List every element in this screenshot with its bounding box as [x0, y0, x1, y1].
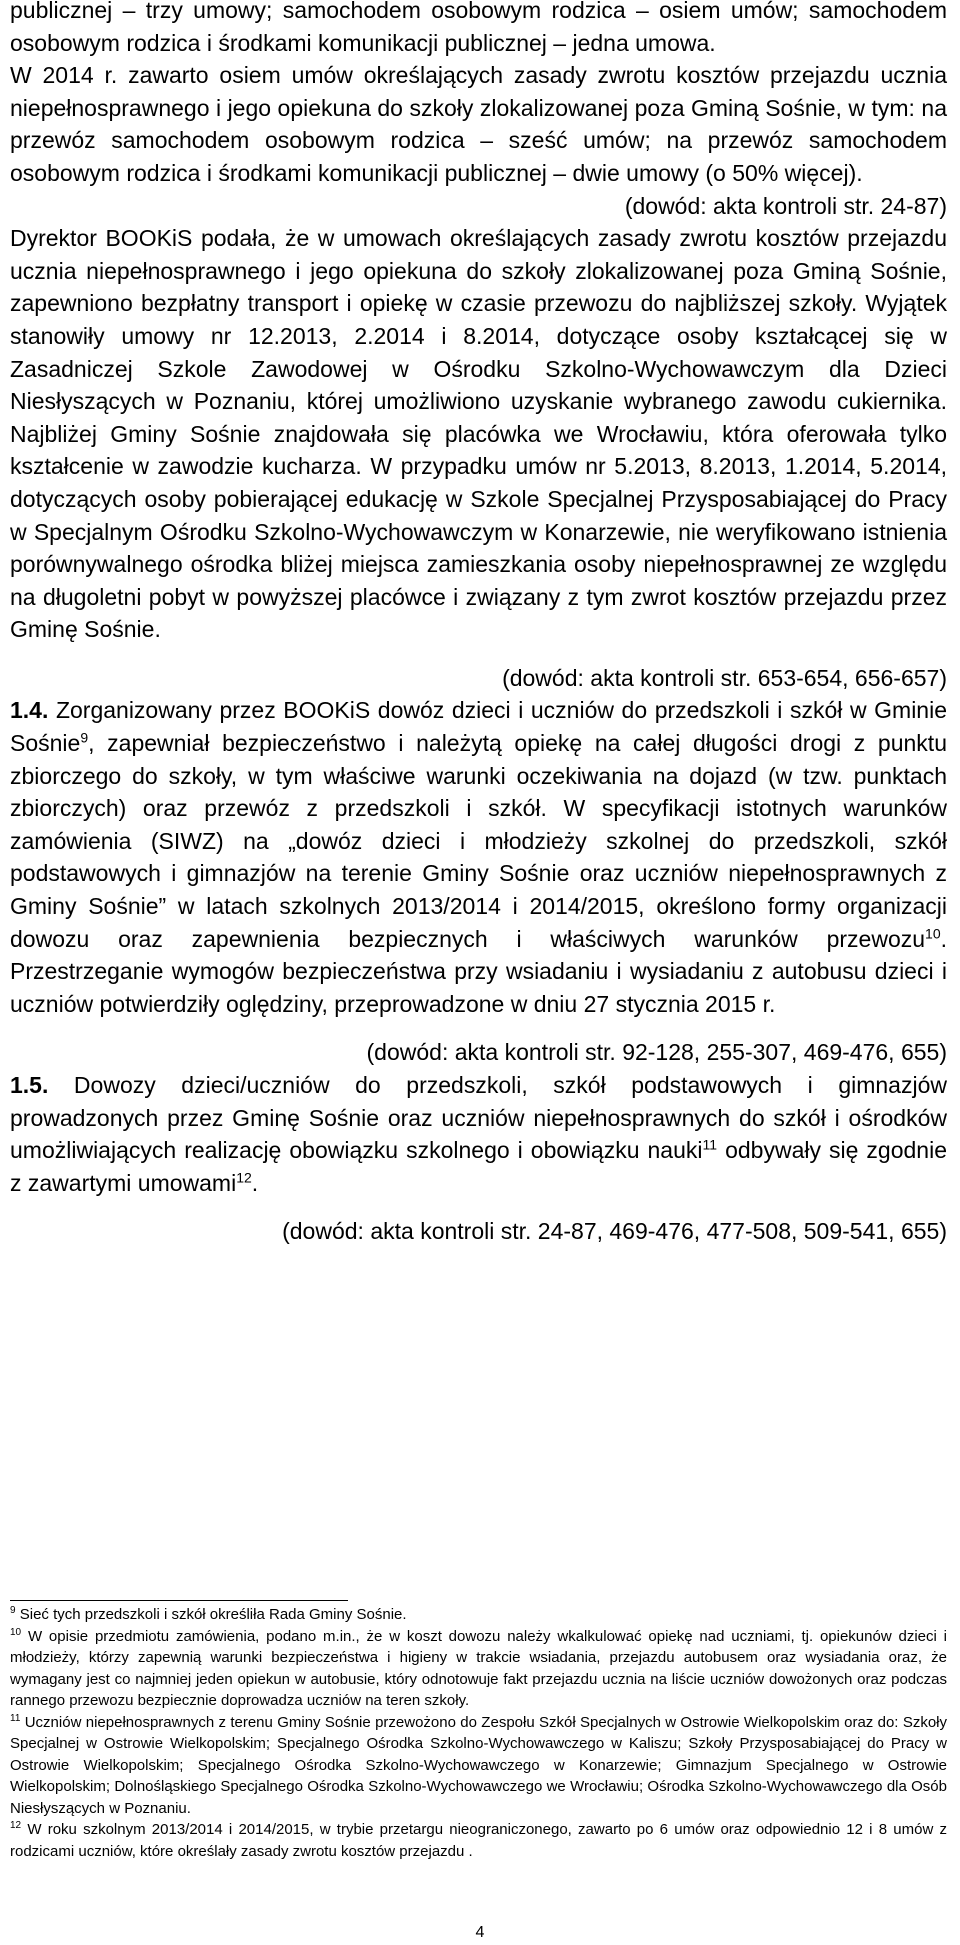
section-text: odbywały się zgodnie z zawartymi umowami — [10, 1137, 947, 1196]
section-text: Dowozy dzieci/uczniów do przedszkoli, szkół podstawowych i gimnazjów prowadzonych przez Gminę Sośnie oraz uczniów niepełnosprawnych do szkół i ośrodków umożliwiających realizację obowiązku szkolnego i obowiązku nauki — [10, 1072, 947, 1164]
footnote-text: W roku szkolnym 2013/2014 i 2014/2015, w trybie przetargu nieograniczonego, zawarto po 6 umów oraz odpowiednio 12 i 8 umów z rodzicami uczniów, które określały zasady zwrotu kosztów przejazdu . — [10, 1821, 947, 1860]
section-1-5 — [10, 1069, 947, 1199]
evidence-reference: (dowód: akta kontroli str. 24-87) — [624, 192, 947, 219]
section-text: . — [251, 1169, 259, 1196]
footnote-number: 9 — [10, 1605, 16, 1616]
body-text — [10, 0, 947, 1248]
footnote-12 — [10, 1819, 947, 1862]
section-text: . Przestrzeganie wymogów bezpieczeństwa przy wsiadaniu i wysiadaniu z autobusu dzieci i uczniów potwierdziły oględziny, przeprowadzone w dniu 27 stycznia 2015 r. — [10, 925, 947, 1017]
section-text: , zapewniał bezpieczeństwo i należytą opiekę na całej długości drogi z punktu zbiorczego do szkoły, w tym właściwe warunki oczekiwania na dojazd (w tzw. punktach zbiorczych) oraz przewóz z przedszkoli i szkół. W specyfikacji istotnych warunków zamówienia (SIWZ) na „dowóz dzieci i młodzieży szkolnej do przedszkoli, szkół podstawowych i gimnazjów na terenie Gminy Sośnie oraz uczniów niepełnosprawnych z Gminy Sośnie” w latach szkolnych 2013/2014 i 2014/2015, określono formy organizacji dowozu oraz zapewnienia bezpiecznych i właściwych warunków przewozu — [10, 730, 947, 952]
footnote-ref: 11 — [702, 1136, 718, 1153]
section-1-4 — [10, 694, 947, 1020]
footnote-number: 12 — [10, 1820, 22, 1831]
footnote-text: W opisie przedmiotu zamówienia, podano m.in., że w koszt dowozu należy wkalkulować opiekę nad uczniami, tj. opiekunów dzieci i młodzieży, którzy zapewnią warunki bezpieczeństwa i higieny w trakcie wsiadania, przejazdu autobusem oraz wysiadania oraz, że wymagany jest co najmniej jeden opiekun w autobusie, który odnotowuje fakt przejazdu ucznia na liście uczniów dowożonych oraz podczas rannego przewozu bezpiecznie doprowadza uczniów na teren szkoły. — [10, 1627, 947, 1709]
footnote-text: Sieć tych przedszkoli i szkół określiła Rada Gminy Sośnie. — [15, 1606, 407, 1623]
paragraph-director-statement: Dyrektor BOOKiS podała, że w umowach określających zasady zwrotu kosztów przejazdu ucznia niepełnosprawnego i jego opiekuna do szkoły zlokalizowanej poza Gminą Sośnie, zapewniono bezpłatny transport i opiekę w czasie przewozu do najbliższej szkoły. Wyjątek stanowiły umowy nr 12.2013, 2.2014 i 8.2014, dotyczące osoby kształcącej się w Zasadniczej Szkole Zawodowej w Ośrodku Szkolno-Wychowawczym dla Dzieci Niesłyszących w Poznaniu, której umożliwiono uzyskanie wybranego zawodu cukiernika. Najbliżej Gminy Sośnie znajdowała się placówka we Wrocławiu, która oferowała tylko kształcenie w zawodzie kucharza. W przypadku umów nr 5.2013, 8.2013, 1.2014, 5.2014, dotyczących osoby pobierającej edukację w Szkole Specjalnej Przysposabiającej do Pracy w Specjalnym Ośrodku Szkolno-Wychowawczym w Konarzewie, nie weryfikowano istnienia porównywalnego ośrodka bliżej miejsca zamieszkania osoby niepełnosprawnej ze względu na długoletni pobyt w powyższej placówce i związany z tym zwrot kosztów przejazdu przez Gminę Sośnie. — [10, 225, 947, 643]
footnote-ref: 10 — [925, 924, 941, 941]
footnote-text: Uczniów niepełnosprawnych z terenu Gminy Sośnie przewożono do Zespołu Szkół Specjalnych w Ostrowie Wielkopolskim oraz do: Szkoły Specjalnej w Ostrowie Wielkopolskim; Specjalnego Ośrodka Szkolno-Wychowawczego w Kaliszu; Szkoły Przysposabiającej do Pracy w Ostrowie Wielkopolskim; Specjalnego Ośrodka Szkolno-Wychowawczego w Konarzewie; Gimnazjum Specjalnego w Ostrowie Wielkopolskim; Dolnośląskiego Specjalnego Ośrodka Szkolno-Wychowawczego we Wrocławiu; Ośrodka Szkolno-Wychowawczego dla Osób Niesłyszących w Poznaniu. — [10, 1713, 947, 1817]
section-text: Zorganizowany przez BOOKiS dowóz dzieci i uczniów do przedszkoli i szkół w Gminie Sośnie — [10, 697, 947, 757]
footnote-number: 11 — [10, 1712, 21, 1724]
page-number: 4 — [475, 1924, 485, 1941]
footnote-number: 10 — [10, 1626, 22, 1638]
evidence-reference: (dowód: akta kontroli str. 653-654, 656-657) — [502, 664, 947, 691]
footnote-divider — [10, 1600, 348, 1601]
footnote-11 — [10, 1712, 947, 1820]
footnote-ref: 9 — [80, 729, 89, 746]
footnote-ref: 12 — [236, 1169, 252, 1186]
footnote-10 — [10, 1626, 947, 1712]
section-number: 1.5. — [10, 1072, 49, 1098]
section-number: 1.4. — [10, 697, 49, 724]
footnotes — [10, 1604, 947, 1862]
evidence-reference: (dowód: akta kontroli str. 24-87, 469-476, 477-508, 509-541, 655) — [282, 1218, 947, 1245]
paragraph-2014-contracts: W 2014 r. zawarto osiem umów określających zasady zwrotu kosztów przejazdu ucznia niepełnosprawnego i jego opiekuna do szkoły zlokalizowanej poza Gminą Sośnie, w tym: na przewóz samochodem osobowym rodzica – sześć umów; na przewóz samochodem osobowym rodzica i środkami komunikacji publicznej – dwie umowy (o 50% więcej). — [10, 62, 947, 186]
evidence-reference: (dowód: akta kontroli str. 92-128, 255-307, 469-476, 655) — [366, 1039, 947, 1066]
paragraph-continuation: publicznej – trzy umowy; samochodem osobowym rodzica – osiem umów; samochodem osobowym rodzica i środkami komunikacji publicznej – jedna umowa. — [10, 0, 947, 56]
footnote-9 — [10, 1604, 947, 1626]
